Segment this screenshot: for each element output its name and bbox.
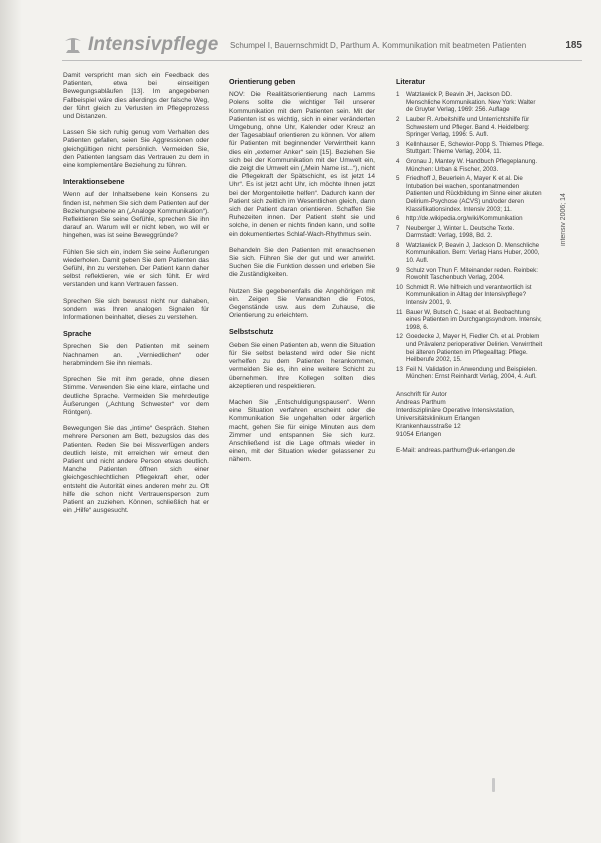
author-city: 91054 Erlangen (396, 430, 442, 438)
paragraph: NOV: Die Realitätsorientierung nach Lamms Polens sollte die wichtiger Teil unserer Kommunikation mit dem Patienten sein. Mit der Patienten ist es wichtig, sich in einer veränderten Umgebung, ohne Uhr, Kalender oder Kreuz an der Tagesablauf orientieren zu können. Vor allem für Patienten mit beginnender Verwirrtheit kann dies ein „externer Anker“ sein [15]. Beziehen Sie sich bei der Kommunikation mit der Umwelt ein, die zeigt die Umwelt ein („Mein Name ist...“), nicht die Pflegekraft der Spätschicht, es ist jetzt 14 Uhr“. Es ist jetzt acht Uhr, ich möchte Ihnen jetzt bei der Morgentoilette helfen“. Dadurch kann der Patient sich zeitlich im Wesentlichen gleich, dann sich der Patient daran orientieren. Schaffen Sie Ruhezeiten innen. Der Patient steht sie und solche, in denen er nichts finden kann, und sollte ein dokumentiertes Schlaf-Wach-Rhythmus sein. (229, 91, 375, 238)
journal-side-label: intensiv 2006; 14 (560, 193, 567, 246)
author-email-link[interactable]: E-Mail: andreas.parthum@uk-erlangen.de (396, 446, 516, 454)
paragraph: Behandeln Sie den Patienten mit erwachsenen Sie sich. Führen Sie der gut und wer anwirkt. Suchen Sie die Funktion dessen und erleben Sie die Zuständigkeiten. (229, 246, 375, 279)
scan-mark (492, 778, 495, 792)
author-street: Krankenhausstraße 12 (396, 422, 461, 430)
paragraph: Sprechen Sie sich bewusst nicht nur dahaben, sondern was Ihren analogen Signalen für Informationen beinhaltet, dieses zu verstehen. (63, 297, 209, 322)
section-heading-orientierung: Orientierung geben (229, 77, 296, 86)
reference-item: 4 Gronau J, Mantey W. Handbuch Pflegeplanung. München: Urban & Fischer, 2003. (396, 157, 538, 173)
reference-item: 2 Lauber R. Arbeitshilfe und Unterrichtshilfe für Schwestern und Pfleger. Band 4. Heidelberg: Springer Verlag, 1996: 5. Aufl. (396, 115, 530, 139)
reference-item: 7 Neuberger J, Winter L. Deutsche Texte. Darmstadt: Verlag, 1998, Bd. 2. (396, 224, 515, 240)
journal-logo-text: Intensivpflege (88, 34, 219, 55)
paragraph: Nutzen Sie gegebenenfalls die Angehörigen mit ein. Zeigen Sie Verwandten die Fotos, Gegenstände usw. aus dem Zuhause, die Orientierung zu erleichtern. (229, 287, 375, 320)
paragraph: Damit verspricht man sich ein Feedback des Patienten, etwa bei einseitigen Bewegungsabläufen [13]. Im angegebenen Fallbeispiel wäre dies allerdings der falsche Weg, der führt gleich zu Verlusten im Pflegeprozess und Distanzen. (63, 72, 209, 121)
author-name: Andreas Parthum (396, 398, 446, 406)
section-heading-literatur: Literatur (396, 77, 426, 86)
author-address (396, 391, 544, 455)
paragraph: Lassen Sie sich ruhig genug vom Verhalten des Patienten gefallen, seien Sie Aggressionen oder gleichgültigen nicht persönlich. Vermeiden Sie, den Patienten langsam das Vertrauen zu dem in eine komplementäre Beziehung zu führen. (63, 129, 209, 170)
section-heading-interaktionsebene: Interaktionsebene (63, 177, 125, 187)
reference-item: 12 Goedecke J, Mayer H, Fiedler Ch. et al. Problem und Prävalenz perioperativer Delirien. Verwirrtheit bei älteren Patienten im Pflegealltag: Pflege. Heilberufe 2002, 15. (396, 333, 543, 364)
reference-item: 9 Schulz von Thun F. Miteinander reden. Reinbek: Rowohlt Taschenbuch Verlag, 2004. (396, 266, 538, 282)
reference-item: 6 http://de.wikipedia.org/wiki/Kommunikation (396, 215, 523, 223)
paragraph: Sprechen Sie mit ihm gerade, ohne diesen Stimme. Verwenden Sie eine klare, einfache und deutliche Sprache. Vermeiden Sie mehrdeutige Äußerungen („Achtung Schwester“ vor dem Röntgen). (63, 376, 209, 416)
section-heading-sprache: Sprache (63, 329, 92, 339)
hand-pillar-logo-icon (62, 33, 84, 55)
paragraph: Sprechen Sie den Patienten mit seinem Nachnamen an. „Verniedlichen“ oder herabmindern Sie ihn niemals. (63, 343, 209, 367)
paragraph: Machen Sie „Entschuldigungspausen“. Wenn eine Situation verfahren erscheint oder die Kommunikation Sie ungehalten oder ärgerlich macht, gehen Sie für einige Minuten aus dem Zimmer und entspannen Sie sich kurz. Anschließend ist die Lage oftmals wieder in einen, mit der Situation wieder gelassener zu nähern. (229, 398, 375, 464)
reference-item: 5 Friedhoff J, Beuerlein A, Mayer K et al. Die Intubation bei wachen, spontanatmenden Patienten und Rückbildung im Sinne einer akuten Delirium-Psychose (ACVS) und/oder deren Klassifikationsindex. Intensiv 2003; 11. (396, 175, 542, 213)
reference-item: 10 Schmidt R. Wie hilfreich und verantwortlich ist Kommunikation in Alltag der Intensivpflege? Intensiv 2001, 9. (396, 283, 532, 307)
page-header (62, 33, 582, 59)
text-column-left (63, 72, 209, 523)
reference-list (396, 91, 544, 381)
paragraph: Fühlen Sie sich ein, indem Sie seine Äußerungen wiederholen. Damit geben Sie dem Patienten das Gefühl, ihn zu verstehen. Der Patient kann daher selbst reflektieren, wie er sich fühlt. Er wird verstanden und kann Vertrauen fassen. (63, 248, 209, 289)
author-institution: Interdisziplinäre Operative Intensivstation, Universitätsklinikum Erlangen (396, 406, 515, 422)
text-column-right (396, 72, 544, 455)
paragraph: Geben Sie einen Patienten ab, wenn die Situation für Sie selbst belastend wird oder Sie nicht verhelfen zu dem Patienten herankommen, vermeiden Sie es, ihn eine weitere Schicht zu übernehmen. Ihre Kollegen sollten dies akzeptieren und respektieren. (229, 341, 375, 390)
page-shadow-edge (0, 0, 22, 843)
paragraph: Bewegungen Sie das „intime“ Gespräch. Stehen mehrere Personen am Bett, bezugslos das des Patienten. Reden Sie bei Missverfügen anders deutlich leiste, mit erreichen wir erneut den Patient und nicht andere Person etwas deutlich. Manche Patienten öffnen sich einer gleichgeschlechtlichen Pflegekraft eher, oder entsteht die Autorität eines anderen mehr zu. Oft hilfe die schon nicht Vertrauensperson zum Patient an zuziehen. Können, schließlich hat er ein „Hilfe“ ausgesucht. (63, 425, 209, 515)
running-title: Schumpel I, Bauernschmidt D, Parthum A. Kommunikation mit beatmeten Patienten (230, 41, 527, 50)
reference-item: 3 Kellnhauser E, Schewior-Popp S. Thiemes Pflege. Stuttgart: Thieme Verlag, 2004, 11. (396, 140, 544, 156)
reference-item: 11 Bauer W, Butsch C, Isaac et al. Beobachtung eines Patienten im Durchgangssyndrom. Intensiv, 1998, 6. (396, 308, 542, 331)
reference-item: 8 Watzlawick P, Beavin J, Jackson D. Menschliche Kommunikation. Bern: Verlag Hans Huber, 2000, 10. Aufl. (396, 241, 540, 265)
paragraph: Wenn auf der Inhaltsebene kein Konsens zu finden ist, nehmen Sie sich dem Patienten auf der Beziehungsebene an („Analoge Kommunikation“). Reflektieren Sie seine Gefühle, sprechen Sie ihn darauf an. Warum will er nicht leben, wo will er hingehen, was ist seine Beweggründe? (63, 191, 209, 240)
author-heading: Anschrift für Autor (396, 390, 447, 398)
page-number: 185 (565, 40, 582, 51)
text-column-middle (229, 72, 375, 473)
reference-item: 1 Watzlawick P, Beavin JH, Jackson DD. Menschliche Kommunikation. New York: Walter de Gruyter Verlag, 1969: 256. Auflage (396, 91, 536, 114)
reference-item: 13 Feil N. Validation in Anwendung und Beispielen. München: Ernst Reinhardt Verlag, 2004, 4. Aufl. (396, 365, 537, 381)
section-heading-selbstschutz: Selbstschutz (229, 327, 274, 337)
header-divider (62, 60, 582, 61)
